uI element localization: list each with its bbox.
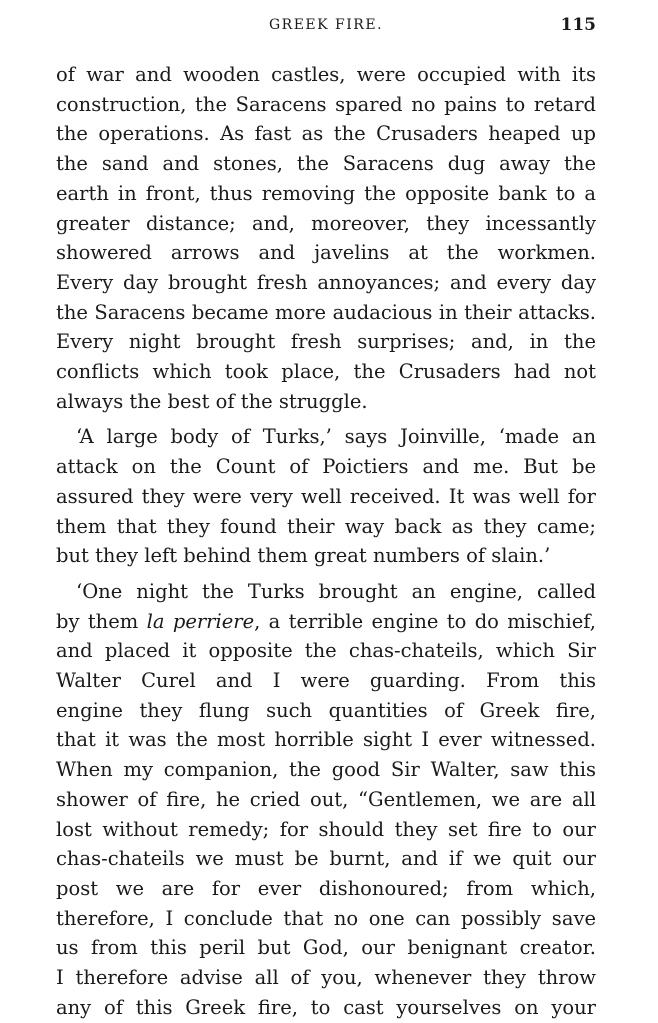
text-line: lost without remedy; for should they set fire to our <box>56 817 596 841</box>
text-line <box>56 607 596 637</box>
italic-term: la perriere <box>146 609 255 633</box>
text-line: When my companion, the good Sir Walter, saw this <box>56 758 596 782</box>
page-header <box>56 14 596 38</box>
text-line: attack on the Count of Poictiers and me. But be <box>56 455 596 479</box>
text-line: engine they flung such quantities of Greek fire, <box>56 698 596 722</box>
text-line: the Saracens became more audacious in their attacks. <box>56 300 596 324</box>
text-line: us from this peril but God, our benignant creator. <box>56 936 596 960</box>
text-line: of war and wooden castles, were occupied with its <box>56 63 596 86</box>
text-line: conflicts which took place, the Crusaders had not <box>56 360 596 384</box>
text-line: them that they found their way back as they came; <box>56 514 596 538</box>
text-line: I therefore advise all of you, whenever they throw <box>56 966 596 990</box>
text-line: chas-chateils we must be burnt, and if we quit our <box>56 847 596 871</box>
running-head: GREEK FIRE. <box>268 17 384 33</box>
text-line: but they left behind them great numbers of slain.’ <box>56 544 551 568</box>
text-line: that it was the most horrible sight I ever witnessed. <box>56 728 596 752</box>
text-line: earth in front, thus removing the opposite bank to a <box>56 181 596 205</box>
text-line: ‘A large body of Turks,’ says Joinville, ‘made an <box>76 425 596 449</box>
text-line: therefore, I conclude that no one can possibly save <box>56 906 596 930</box>
body-text <box>56 60 596 1023</box>
text-line: construction, the Saracens spared no pains to retard <box>56 92 596 116</box>
page-number: 115 <box>560 15 596 35</box>
text-line: shower of fire, he cried out, “Gentlemen, we are all <box>56 787 596 811</box>
text-line: ‘One night the Turks brought an engine, called <box>76 579 596 603</box>
text-line: the operations. As fast as the Crusaders heaped up <box>56 122 596 146</box>
text-line: always the best of the struggle. <box>56 389 368 413</box>
text-line: Every day brought fresh annoyances; and every day <box>56 270 596 294</box>
text-fragment: by them <box>56 609 147 633</box>
paragraph <box>56 577 596 1023</box>
text-line: Walter Curel and I were guarding. From this <box>56 669 596 693</box>
paragraph <box>56 60 596 416</box>
text-line: greater distance; and, moreover, they incessantly <box>56 211 596 235</box>
text-line: the sand and stones, the Saracens dug away the <box>56 152 596 176</box>
text-fragment: , a terrible engine to do mischief, <box>254 609 596 633</box>
paragraph <box>56 422 596 571</box>
text-line: showered arrows and javelins at the workmen. <box>56 241 596 265</box>
text-line: any of this Greek fire, to cast yourselves on your <box>56 995 596 1019</box>
text-line: assured they were very well received. It was well for <box>56 484 596 508</box>
text-line: post we are for ever dishonoured; from which, <box>56 876 596 900</box>
text-line: and placed it opposite the chas-chateils, which Sir <box>56 639 596 663</box>
text-line: Every night brought fresh surprises; and, in the <box>56 330 596 354</box>
